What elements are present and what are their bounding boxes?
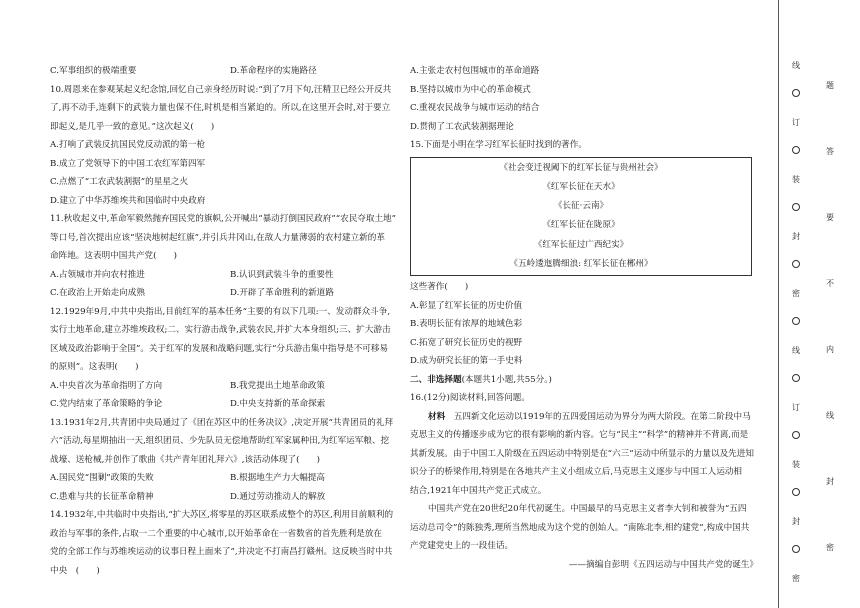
text-line: A.主张走农村包围城市的革命道路 <box>410 66 540 76</box>
book-title: 《社会变迁视阈下的红军长征与贵州社会》 <box>499 162 663 173</box>
source-citation: ——摘编自彭明《五四运动与中国共产党的诞生》 <box>568 559 758 570</box>
text-line: 14.1932年,中共临时中央指出,“扩大苏区,将零星的苏区联系成整个的苏区,利用目前顺利的 <box>50 510 394 520</box>
text-line: 六”活动,每星期抽出一天,组织团员、少先队员无偿地帮助红军家属种田,为红军运军粮、挖 <box>50 436 390 446</box>
binding-label: 装 <box>792 175 800 184</box>
right-column <box>410 62 762 574</box>
binding-circle-icon <box>786 488 806 498</box>
text-line: 其新发展。由于中国工人阶级在五四运动中特别是在“六三”运动中所显示的力量以及先进知 <box>410 448 754 459</box>
text-line: 这些著作( ) <box>410 282 469 293</box>
binding-label: 封 <box>792 517 800 526</box>
option-row <box>50 377 402 396</box>
circle-icon <box>792 545 800 553</box>
binding-line <box>778 0 779 608</box>
option-text: B.认识到武装斗争的重要性 <box>230 269 334 280</box>
text-line: 运动总司令”的陈独秀,理所当然地成为这个党的创始人。“南陈北李,相约建党”,构成中国共 <box>410 522 750 533</box>
binding-label: 答 <box>826 147 834 156</box>
text-line: C.拓宽了研究长征历史的视野 <box>410 337 523 348</box>
binding-label: 线 <box>792 346 800 355</box>
option-text: D.革命程序的实施路径 <box>230 66 317 76</box>
circle-icon <box>792 203 800 211</box>
binding-label: 内 <box>826 345 834 354</box>
text-line: B.表明长征有浓厚的地域色彩 <box>410 319 523 330</box>
text-line: 16.(12分)阅读材料,回答问题。 <box>410 393 530 404</box>
option-text: C.党内结束了革命策略的争论 <box>50 399 163 409</box>
text-line: 命阵地。这表明中国共产党( ) <box>50 251 178 261</box>
text-line: A.彰显了红军长征的历史价值 <box>410 300 523 311</box>
text-line: 15.下面是小明在学习红军长征时找到的著作。 <box>410 140 587 150</box>
option-text: C.患难与共的长征革命精神 <box>50 491 154 502</box>
binding-label: 装 <box>792 460 800 469</box>
text-line: 10.周恩来在参观某起义纪念馆,回忆自己亲身经历时说:“到了7月下旬,汪精卫已经公开反共 <box>50 84 392 95</box>
text-line: 党的全部工作与苏维埃运动的议事日程上面来了”,并决定不打南昌打赣州。这反映当时中共 <box>50 547 393 557</box>
text-line: 等口号,首次提出应该“坚决地树起红旗”,并引兵井冈山,在敌人力量薄弱的农村建立新的革 <box>50 232 385 243</box>
binding-label: 订 <box>792 118 800 127</box>
option-text: A.占领城市并向农村推进 <box>50 269 145 280</box>
option-row <box>50 488 402 507</box>
text-line: 实行土地革命,建立苏维埃政权;二、实行游击战争,武装农民,并扩大本身组织;三、扩大游击 <box>50 325 391 335</box>
material-line <box>410 408 762 427</box>
text-line: D.贯彻了工农武装割据理论 <box>410 121 514 132</box>
book-title: 《红军长征在天水》 <box>542 181 620 192</box>
circle-icon <box>792 431 800 439</box>
option-text: D.中央支持新的革命探索 <box>230 399 326 409</box>
option-row <box>50 469 402 488</box>
option-row <box>50 284 402 303</box>
option-text: A.中央首次为革命指明了方向 <box>50 380 163 391</box>
text-line: 中央 ( ) <box>50 565 100 576</box>
binding-label: 封 <box>826 477 834 486</box>
text-line: 产党建党史上的一段佳话。 <box>410 541 514 552</box>
binding-circle-icon <box>786 260 806 270</box>
text-line: D.成为研究长征的第一手史料 <box>410 356 523 367</box>
option-row <box>50 62 402 81</box>
option-text: D.通过劳动推动人的解放 <box>230 491 326 502</box>
text-line: 11.秋收起义中,革命军毅然抛弃国民党的旗帜,公开喊出“暴动打倒国民政府”“农民夺取土地” <box>50 214 397 224</box>
option-text: C.在政治上开始走向成熟 <box>50 288 145 298</box>
circle-icon <box>792 317 800 325</box>
binding-label: 订 <box>792 403 800 412</box>
paragraph-line: 中国共产党在20世纪20年代初诞生。中国最早的马克思主义者李大钊和被誉为“五四 <box>428 504 747 515</box>
text-line: 13.1931年2月,共青团中央局通过了《团在苏区中的任务决议》,决定开展“共青团员的礼拜 <box>50 417 394 428</box>
option-row <box>50 266 402 285</box>
binding-label: 不 <box>826 279 834 288</box>
binding-label: 要 <box>826 213 834 222</box>
text-line: B.成立了党领导下的中国工农红军第四军 <box>50 158 206 169</box>
binding-circle-icon <box>786 317 806 327</box>
book-title: 《红军长征在陇原》 <box>542 220 620 231</box>
binding-circle-icon <box>786 203 806 213</box>
section-title: 二、非选择题 <box>410 374 462 385</box>
text-line: 区域及政治影响于全国”。关于红军的发展和战略问题,实行“分兵游击集中指导是不可移易 <box>50 343 389 354</box>
binding-label: 封 <box>792 232 800 241</box>
binding-circle-icon <box>786 374 806 384</box>
text-line: 政治与军事的条件,占取一二个重要的中心城市,以开始革命在一省数省的首先胜利是放在 <box>50 528 383 539</box>
book-title: 《长征·云南》 <box>553 201 609 212</box>
circle-icon <box>792 488 800 496</box>
text-line: C.重视农民战争与城市运动的结合 <box>410 103 540 113</box>
binding-circle-icon <box>786 146 806 156</box>
circle-icon <box>792 260 800 268</box>
text-line: 了,再不动手,连剩下的武装力量也保不住,时机是相当紧迫的。所以,在这里开会时,对于要立 <box>50 103 391 113</box>
binding-circle-icon <box>786 89 806 99</box>
binding-label: 线 <box>792 61 800 70</box>
binding-label: 线 <box>826 411 834 420</box>
binding-label: 密 <box>792 289 800 298</box>
circle-icon <box>792 146 800 154</box>
option-text: C.军事组织的极端重要 <box>50 66 137 76</box>
binding-margin <box>770 0 860 608</box>
text-line: 结合,1921年中国共产党正式成立。 <box>410 485 547 496</box>
text-line: 战壕、送枪械,并创作了歌曲《共产青年团礼拜六》,该活动体现了( ) <box>50 454 320 465</box>
material-text: 五四新文化运动以1919年的五四爱国运动为界分为两大阶段。在第二阶段中马 <box>445 411 751 422</box>
binding-circle-icon <box>786 431 806 441</box>
circle-icon <box>792 89 800 97</box>
section-note: (本题共1小题,共55分。) <box>461 374 552 385</box>
option-text: B.我党提出土地革命政策 <box>230 380 325 391</box>
left-column <box>50 62 402 580</box>
circle-icon <box>792 374 800 382</box>
option-text: D.开辟了革命胜利的新道路 <box>230 288 334 298</box>
book-list-box <box>410 157 752 277</box>
material-label: 材料 <box>428 411 446 422</box>
text-line: C.点燃了“工农武装割据”的星星之火 <box>50 177 189 187</box>
option-text: A.国民党“围剿”政策的失败 <box>50 473 154 483</box>
binding-label: 密 <box>826 543 834 552</box>
binding-circle-icon <box>786 545 806 555</box>
text-line: A.打响了武装反抗国民党反动派的第一枪 <box>50 140 206 150</box>
option-text: B.根据地生产力大幅提高 <box>230 473 325 483</box>
section-heading <box>410 371 762 390</box>
text-line: D.建立了中华苏维埃共和国临时中央政府 <box>50 195 206 206</box>
book-title: 《红军长征过广西纪实》 <box>533 239 629 250</box>
binding-label: 题 <box>826 81 834 90</box>
text-line: 12.1929年9月,中共中央指出,目前红军的基本任务“主要的有以下几项:一、发动群众斗争, <box>50 306 391 317</box>
text-line: 即起义,是几乎一致的意见。”这次起义( ) <box>50 121 215 132</box>
text-line: 识分子的桥梁作用,特别是在各地共产主义小组成立后,马克思主义逐步与中国工人运动相 <box>410 467 743 478</box>
book-title: 《五岭逶迤腾细浪: 红军长征在郴州》 <box>509 258 653 269</box>
option-row <box>50 395 402 414</box>
text-line: 的原则”。这表明( ) <box>50 362 139 372</box>
binding-label: 密 <box>792 574 800 583</box>
text-line: B.坚持以城市为中心的革命模式 <box>410 84 531 95</box>
text-line: 克思主义的传播逐步成为它的很有影响的新内容。它与“民主”“科学”的精神并不背离,而是 <box>410 430 749 441</box>
